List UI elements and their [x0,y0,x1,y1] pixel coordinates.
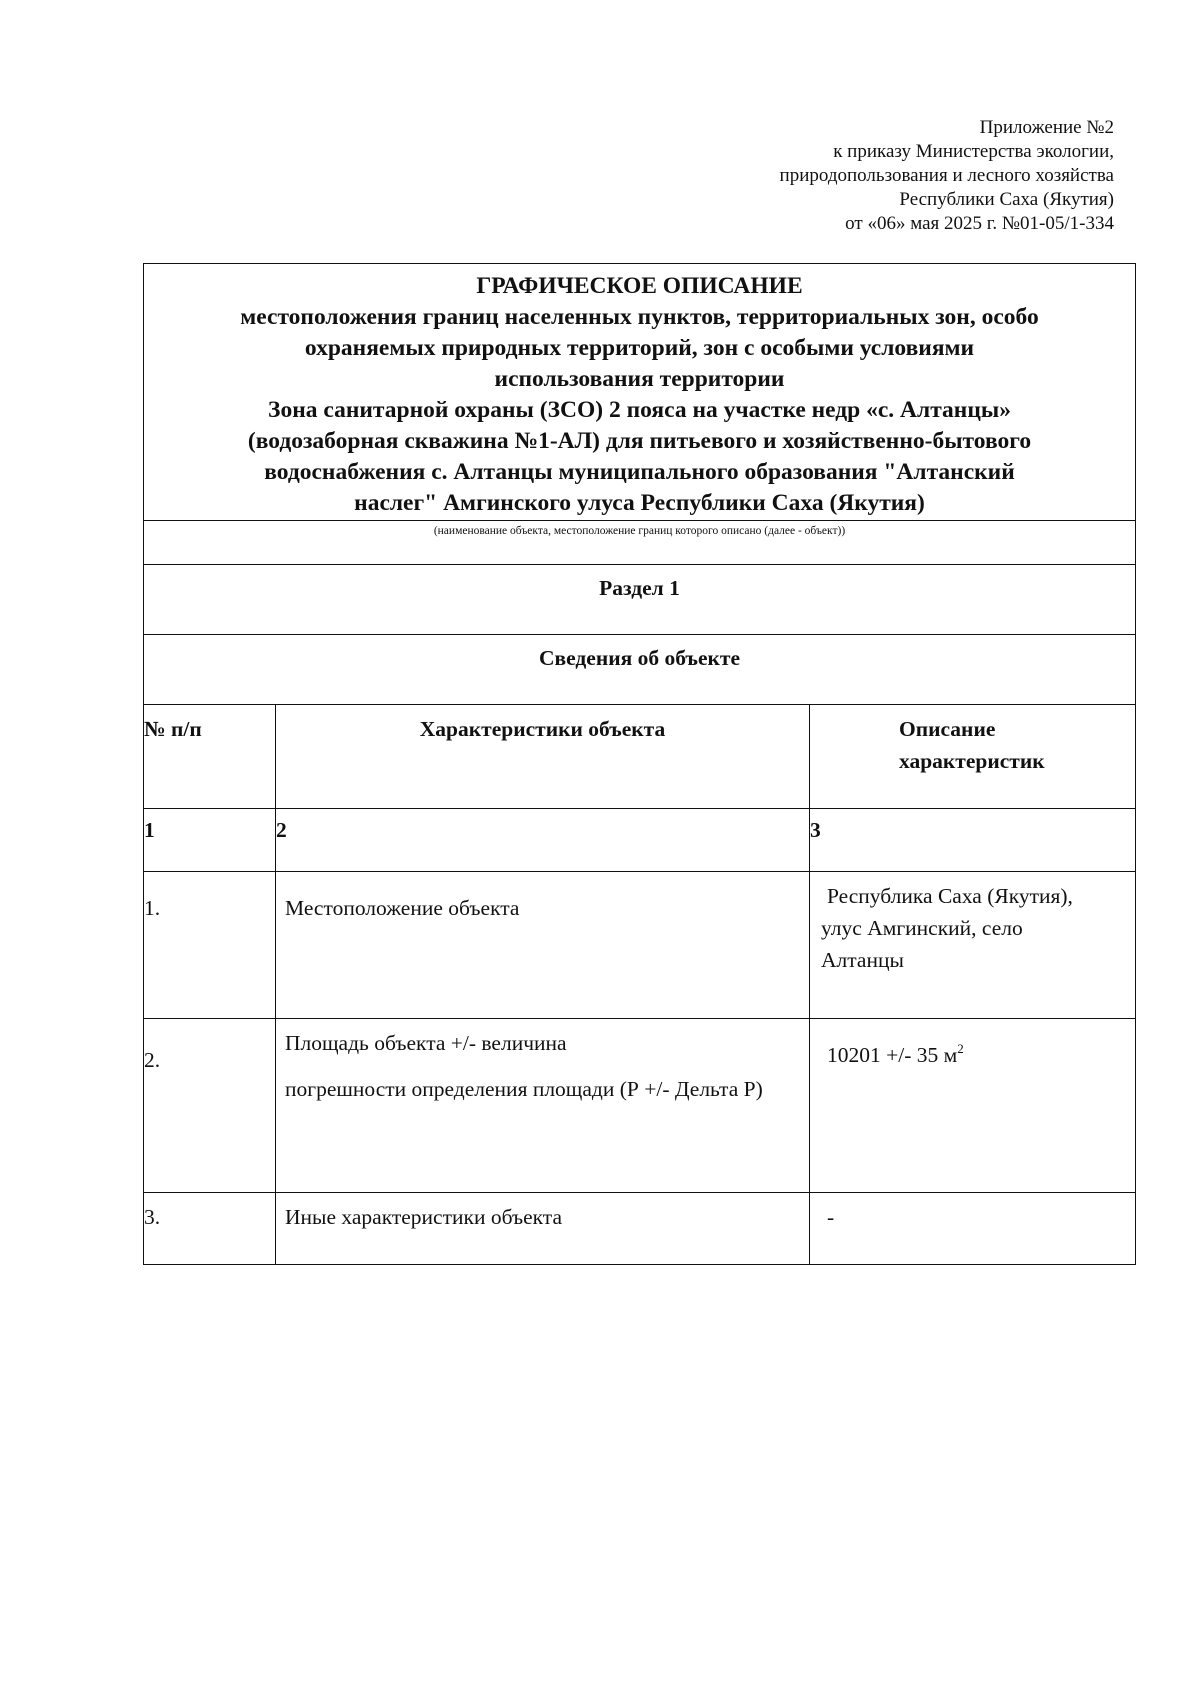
table-row [144,872,1136,1019]
row-characteristic: Местоположение объекта [276,872,810,1019]
object-info-table [143,263,1136,1265]
appendix-line: от «06» мая 2025 г. №01-05/1-334 [845,213,1114,234]
header-number: № п/п [144,705,276,809]
description-line: Алтанцы [821,948,904,972]
appendix-line: Республики Саха (Якутия) [899,189,1114,210]
table-row [144,1019,1136,1193]
appendix-line: Приложение №2 [979,117,1114,138]
characteristic-note: погрешности определения площади (Р +/- Дельта Р) [285,1077,763,1101]
row-number: 2. [144,1019,276,1193]
row-description [810,1019,1136,1193]
row-number: 3. [144,1193,276,1265]
header-description [810,705,1136,809]
document-title-block [144,264,1136,521]
characteristic-text: Площадь объекта +/- величина [285,1031,567,1055]
section-label: Раздел 1 [144,565,1136,635]
appendix-line: природопользования и лесного хозяйства [779,165,1114,186]
appendix-line: к приказу Министерства экологии, [833,141,1114,162]
column-number-3: 3 [810,809,1136,872]
title-line: Зона санитарной охраны (ЗСО) 2 пояса на участке недр «с. Алтанцы» [268,397,1011,423]
description-line: Республика Саха (Якутия), [827,884,1073,908]
title-line: наслег" Амгинского улуса Республики Саха (Якутия) [354,490,925,516]
title-line: водоснабжения с. Алтанцы муниципального образования "Алтанский [264,459,1015,485]
row-characteristic: Иные характеристики объекта [276,1193,810,1265]
row-characteristic [276,1019,810,1193]
header-description-line: Описание [899,717,996,741]
object-name-caption: (наименование объекта, местоположение границ которого описано (далее - объект)) [144,521,1136,565]
title-line: охраняемых природных территорий, зон с особыми условиями [304,335,975,361]
area-value: 10201 +/- 35 м [827,1043,958,1067]
area-unit-power: 2 [957,1041,964,1056]
description-line: улус Амгинский, село [821,916,1023,940]
title-line: (водозаборная скважина №1-АЛ) для питьевого и хозяйственно-бытового [247,428,1032,454]
column-number-2: 2 [276,809,810,872]
title-line: использования территории [494,366,785,392]
title-line: местоположения границ населенных пунктов, территориальных зон, особо [240,304,1039,330]
column-number-1: 1 [144,809,276,872]
row-number: 1. [144,872,276,1019]
row-description: - [810,1193,1136,1265]
header-characteristic: Характеристики объекта [276,705,810,809]
document-title: ГРАФИЧЕСКОЕ ОПИСАНИЕ [476,273,803,299]
appendix-header [514,116,1114,236]
section-subtitle: Сведения об объекте [144,635,1136,705]
row-description [810,872,1136,1019]
header-description-line: характеристик [899,749,1045,773]
table-row [144,1193,1136,1265]
